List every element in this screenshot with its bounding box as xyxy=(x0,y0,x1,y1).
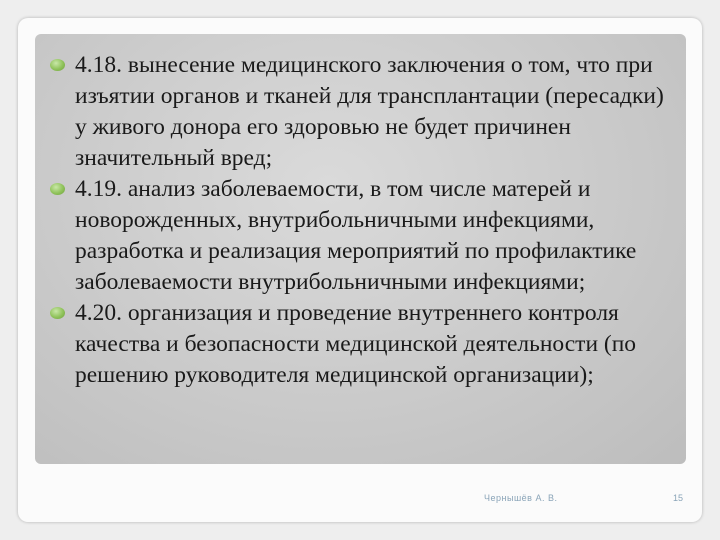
bullet-dot-icon xyxy=(50,307,65,319)
bullet-dot-icon xyxy=(50,183,65,195)
bullet-text: 4.19. анализ заболеваемости, в том числе матерей и новорожденных, внутрибольничными инфекциями, разработка и реализация мероприятий по профилактике заболеваемости внутрибольничными инфекциями; xyxy=(75,176,637,295)
footer-author: Чернышёв А. В. xyxy=(484,493,558,503)
content-panel xyxy=(35,34,686,464)
list-item xyxy=(35,174,686,298)
bullet-text: 4.20. организация и проведение внутреннего контроля качества и безопасности медицинской деятельности (по решению руководителя медицинской организации); xyxy=(75,300,637,388)
bullet-list xyxy=(35,50,686,391)
bullet-text: 4.18. вынесение медицинского заключения о том, что при изъятии органов и тканей для трансплантации (пересадки) у живого донора его здоровью не будет причинен значительный вред; xyxy=(75,52,664,171)
bullet-dot-icon xyxy=(50,59,65,71)
list-item xyxy=(35,50,686,174)
list-item xyxy=(35,298,686,391)
page-number: 15 xyxy=(673,493,684,503)
